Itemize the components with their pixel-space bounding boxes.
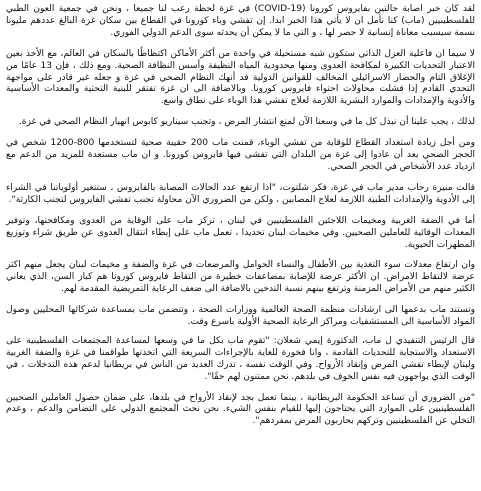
- paragraph-7: وان ارتفاع معدلات سوء التغذية بين الأطفال والنساء الحوامل والمرضعات في غزة والضفة و مخيمات لبنان يجعل منهم اكثر عرضة لالتقاط الامراض. ان الأكثر عرضة للإصابة بمضاعفات خطيرة من التقاط فايروس كورونا هم كبار السن، الذي يعاني الكثير منهم من الأمراض المزمنة وترتفع بينهم نسبة التدخين بالاضافة الى ضعف الرعاية التمريضية المقدمة لهم.: [6, 260, 475, 295]
- paragraph-1: لقد كان خبر اصابة حالتين بفايروس كورونا (COVID-19) في غزة لحظة رعب لنا جميعا ، ونحن في جمعية العون الطبي للفلسطينيين (ماب) كنا نأمل ان لا يأتي هذا الخبر ابدا. إن تفشي وباء كورونا في القطاع بين سكان غزة البالغ عددهم مليونا نسمة سيسبب معاناة إنسانية لا حصر لها ، و التي ما لا يمكن أن يحدثه سوى الدعم الدولي الفوري.: [6, 4, 475, 38]
- paragraph-8: وتستند ماب بدعمها الى ارشادات منظمة الصحة العالمية ووزارات الصحة ، وتتضمن ماب بمساعدة شركائها المحليين وصول المواد الأساسية الى المستشفيات ومراكز الرعاية الصحية الأولية باسرع وقت.: [6, 305, 475, 328]
- paragraph-6: أما في الضفة الغربية ومخيمات اللاجئين الفلسطينيين في لبنان ، تركز ماب على الوقاية من العدوى ومكافحتها، وتوفير المعدات الوقائية للعاملين الصحيين. وفي مخيمات لبنان تحديدا ، تعمل ماب على إبطاء انتقال العدوى عن طريق شراء وتوزيع المطهرات الحيوية.: [6, 215, 475, 250]
- paragraph-2: لا سيما ان فاعلية العزل الذاتي ستكون شبه مستحيلة في واحدة من أكثر الأماكن اكتظاظًا بالسكان في العالم، مع الأخذ بعين الاعتبار التحديات الكبيرة لمكافحة العدوى ومنها محدودية المياه النظيفة وأسس النظافة الصحية. ومع ذلك ، فإن 13 عامًا من الإغلاق التام والحصار الاسرائيلي المخالف للقوانين الدولية قد أنهك النظام الصحي في غزة و جعله غير قادر على مواجهة التحدي القادم إذا فشلت محاولات احتواء فايروس كورونا. وبالاضافة الى ان غزة تفتقر للبنية التحتية والمعدات الأساسية والأدوية والإمدادات والموارد البشرية اللازمة لعلاج تفشي هذا الوباء على نطاق واسع.: [6, 48, 475, 107]
- paragraph-10: "من الضروري أن تساعد الحكومة البريطانية ، بينما تعمل بجد لإنقاذ الأرواح في بلدها، على ضمان حصول العاملين الصحيين الفلسطينيين على الموارد التي يحتاجون إليها للقيام بنفس الشيء. نحن نحث المجتمع الدولي على التضامن والدعم ، وعدم التخلي عن الفلسطينيين وتركهم يحاربون المرض بمفردهم".: [6, 392, 475, 427]
- paragraph-5: قالت منيرة رحاب مدير ماب في غزة، فكر شلتوت، "اذا ارتفع عدد الحالات المصابة بالفايروس ، ستتغير أولوياتنا في الشراء إلى الأدوية والإمدادات الطبية اللازمة لعلاج المصابين ، ولكن من الضروري الآن محاولة تجنب تفشي الفايروس لتجنب الكارثة".: [6, 182, 475, 205]
- paragraph-3: لذلك ، يجب علينا أن نبذل كل ما في وسعنا الآن لمنع انتشار المرض ، وتجنب سيناريو كابوس انهيار النظام الصحي في غزة.: [18, 117, 475, 128]
- paragraph-4: ومن أجل زيادة استعداد القطاع للوقاية من تفشي الوباء، قمنت ماب 200 حقيبة صحية لتستخدمها 800-1200 شخص في الحجر الصحي بعد أن عادوا إلى غزة من البلدان التي تفشى فيها فايروس كورونا. و ان ماب مستعدة للمزيد من الدعم مع ازدياد عدد الأشخاص في الحجر الصحي.: [6, 138, 475, 172]
- paragraph-9: قال الرئيس التنفيذي ل ماب، الدكتورة إيمي شعلان: "تقوم ماب بكل ما في وسعها لمساعدة المجتمعات الفلسطينية على الاستعداد والاستجابة للتحديات القادمة ، وانا فخورة للغاية بالإجراءات السريعة التي اتخذتها طواقمنا في غزة والضفة الغربية ولبنان لإبطاء تفشي المرض وإنقاذ الأرواح. وفي الوقت نفسه ، تدرك العديد من الناس في بريطانيا لدعم هذه التدخلات ، في الوقت الذي يواجهون فيه نفس الخوف في بلدهم. نحن ممتنون لهم حقًا".: [6, 335, 475, 382]
